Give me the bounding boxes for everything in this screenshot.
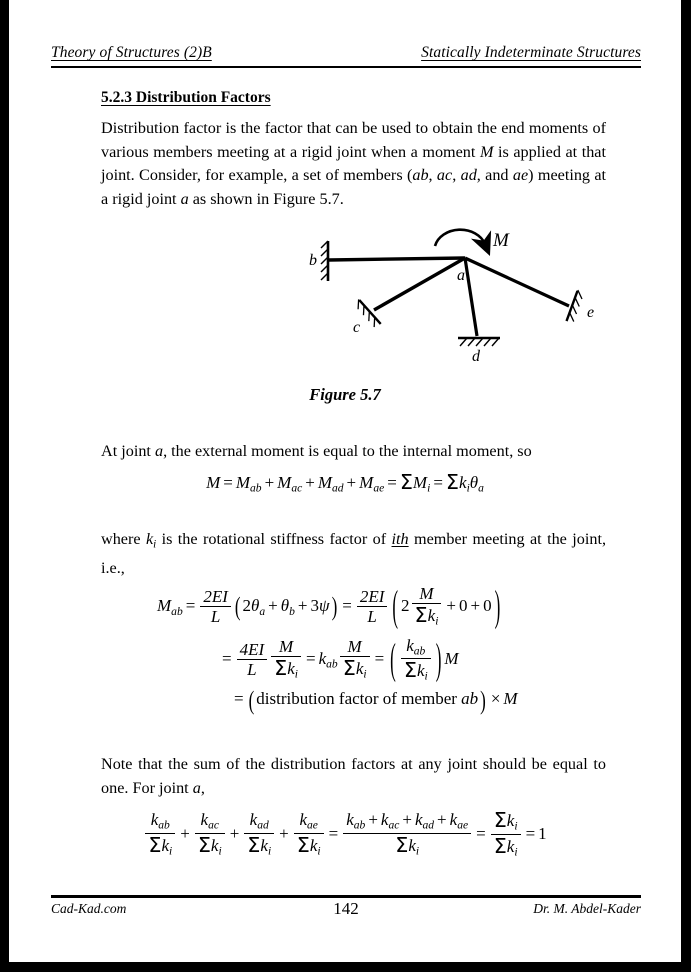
eq1-sigma-2: Σ <box>445 470 460 494</box>
eq3-k-1: k <box>161 835 169 855</box>
eq3-num-kae <box>294 810 324 834</box>
eq3-k-ad: k <box>249 810 258 830</box>
p4-seg-b: , <box>200 778 205 797</box>
p1-seg-d: , <box>452 166 461 184</box>
p1-seg-g: as shown in Figure 5.7. <box>188 189 344 208</box>
eq1-eq-1: = <box>223 472 233 492</box>
eq1-eq-2: = <box>387 472 397 492</box>
eq2-frac-2EI-L-b <box>357 587 388 626</box>
eq2-paren-close-4: ) <box>480 685 486 715</box>
fixed-support-e-icon <box>567 290 585 323</box>
eq3-sigma-3: Σ <box>247 832 261 857</box>
eq2-plus-4: + <box>470 596 481 616</box>
p1-seg-e: , and <box>476 166 513 184</box>
eq3-num-kad <box>244 810 274 834</box>
figure-5-7-diagram <box>269 228 629 373</box>
figure-label-d: d <box>472 348 480 365</box>
eq2-paren-open-4: ( <box>248 685 255 715</box>
p1-member-ac: ac <box>436 166 453 184</box>
fixed-support-b-icon <box>321 241 328 281</box>
p1-seg-c: , <box>428 166 437 184</box>
eq3-plus-5: + <box>402 810 412 830</box>
eq2-paren-open-1: ( <box>234 591 241 622</box>
equation-moment-sum <box>9 470 681 494</box>
eq3-sub-i-4: i <box>317 844 321 858</box>
eq2-M-final: M <box>444 649 459 669</box>
eq1-sub-i-1: i <box>427 481 431 495</box>
eq3-num-kac <box>195 810 225 834</box>
eq2-eq-2: = <box>342 596 352 616</box>
eq2-sigma-1: Σ <box>414 603 428 628</box>
eq3-eq-3: = <box>525 823 536 843</box>
eq1-Mac: M <box>277 472 292 492</box>
eq1-sigma-1: Σ <box>399 470 413 494</box>
p3-var-k: k <box>145 530 154 548</box>
eq1-theta: θ <box>469 472 479 492</box>
p1-seg-b: is applied at that joint. Consider, for example, a set of members ( <box>101 142 606 184</box>
eq2-paren-open-2: ( <box>392 581 399 630</box>
p2-seg-a: At joint <box>101 442 155 460</box>
eq1-k: k <box>459 472 467 492</box>
p4-joint-a: a <box>192 778 201 797</box>
p3-ith: ith <box>391 530 409 548</box>
eq1-plus-3: + <box>346 472 357 492</box>
page-header <box>51 44 641 62</box>
eq2-sub-i-1: i <box>435 614 439 628</box>
eq3-sub-ae-1: ae <box>307 818 318 832</box>
eq3-k-3: k <box>260 835 268 855</box>
eq2-frac-M-sumk-3 <box>340 637 370 681</box>
eq1-sub-ad: ad <box>332 481 344 495</box>
eq2-M: M <box>157 596 172 616</box>
eq2-den-sumk <box>412 604 442 628</box>
eq3-frac-sumk-sumk <box>491 809 521 859</box>
eq2-k-2: k <box>287 659 295 679</box>
eq2-num-M-3: M <box>340 637 370 657</box>
eq2-frac-M-sumk <box>412 584 442 628</box>
eq1-Mae: M <box>359 472 374 492</box>
eq3-frac-kad <box>244 810 274 858</box>
eq3-sigma-7: Σ <box>493 833 507 858</box>
eq1-Mi: M <box>412 472 428 492</box>
eq2-num-kab <box>401 636 431 660</box>
eq3-sub-i-3: i <box>267 844 272 858</box>
eq2-sub-i-2: i <box>294 667 299 681</box>
eq1-sub-a: a <box>478 481 484 495</box>
eq3-den-6 <box>491 835 521 859</box>
eq2-eq-6: = <box>234 689 244 709</box>
eq3-sub-ad-1: ad <box>257 818 269 832</box>
eq3-k-ad-2: k <box>414 810 423 830</box>
eq3-plus-4: + <box>368 810 378 830</box>
eq3-sub-i-5: i <box>415 844 420 858</box>
footer-author: Dr. M. Abdel-Kader <box>533 901 641 916</box>
eq3-k-ab: k <box>150 810 159 830</box>
p1-seg-a: Distribution factor is the factor that can be used to obtain the end moments of various members meeting at a rigid joint when a moment <box>101 119 606 161</box>
figure-label-b: b <box>309 252 317 269</box>
eq2-sub-b: b <box>289 604 295 618</box>
eq2-sub-ab: ab <box>171 604 183 618</box>
eq2-sub-i-4: i <box>424 669 428 683</box>
figure-caption: Figure 5.7 <box>309 385 381 404</box>
p3-sub-i: i <box>153 538 157 551</box>
eq2-theta-a: θ <box>251 596 260 616</box>
eq3-frac-combined <box>343 810 471 858</box>
equation-Mab-derivation <box>9 581 681 715</box>
eq3-sigma-1: Σ <box>148 832 162 857</box>
eq3-sigma-2: Σ <box>197 832 211 857</box>
eq3-sub-ad-2: ad <box>422 818 435 832</box>
eq1-Mab: M <box>235 472 251 492</box>
eq2-k-4: k <box>416 660 425 680</box>
eq3-num-combined <box>343 810 471 834</box>
eq3-sub-i-1: i <box>169 844 173 858</box>
footer-site: Cad-Kad.com <box>51 901 127 916</box>
eq2-k-1: k <box>427 605 436 625</box>
moment-arrow-icon <box>435 230 485 246</box>
eq3-sub-ab-2: ab <box>353 818 366 832</box>
eq3-sub-i-6: i <box>514 819 518 833</box>
eq3-frac-kac <box>195 810 225 858</box>
eq2-frac-kab-sumk <box>401 636 431 684</box>
eq3-den-2 <box>195 834 225 858</box>
eq3-sub-ab-1: ab <box>158 818 170 832</box>
figure-label-a: a <box>457 267 465 284</box>
eq1-plus-1: + <box>264 472 275 492</box>
eq3-plus-3: + <box>279 823 289 843</box>
eq2-coef-2a: 2 <box>242 596 252 616</box>
member-ae-line <box>465 258 569 306</box>
eq2-theta-b: θ <box>280 596 290 616</box>
equation-Mab-line2 <box>9 636 681 684</box>
p1-var-M: M <box>479 142 494 161</box>
eq2-sub-ab-3: ab <box>413 644 426 658</box>
eq2-den-L: L <box>210 606 221 626</box>
equation-distribution-sum <box>9 810 681 860</box>
eq2-kab-1: k <box>318 649 327 669</box>
p1-member-ae: ae <box>512 166 529 184</box>
paragraph-intro <box>101 117 606 211</box>
eq1-sub-ab: ab <box>250 481 262 495</box>
eq2-plus-2: + <box>297 596 308 616</box>
eq2-num-4EI: 4EI <box>237 640 268 660</box>
eq3-den-5 <box>343 834 471 858</box>
header-right-title: Statically Indeterminate Structures <box>421 44 641 61</box>
eq2-frac-M-sumk-2 <box>271 637 301 681</box>
eq2-df-text: distribution factor of member <box>256 689 462 709</box>
eq3-sub-ac-2: ac <box>388 818 400 832</box>
p1-seg-f: ) meeting at a rigid joint <box>101 166 607 208</box>
eq2-sub-ab-2: ab <box>326 658 338 672</box>
eq2-zero-1: 0 <box>459 596 468 616</box>
equation-Mab-line1 <box>9 581 681 630</box>
eq2-paren-close-1: ) <box>331 591 338 622</box>
eq2-den-sumk-4 <box>401 659 431 683</box>
eq2-num-2EI-b: 2EI <box>357 587 388 607</box>
eq2-zero-2: 0 <box>483 596 492 616</box>
eq3-k-ae: k <box>299 810 307 830</box>
paragraph-sum-note <box>101 753 606 800</box>
figure-label-M: M <box>493 230 509 251</box>
eq2-eq-4: = <box>306 649 316 669</box>
eq3-plus-6: + <box>437 810 447 830</box>
figure-label-e: e <box>587 304 595 321</box>
eq3-k-2: k <box>210 835 219 855</box>
p3-seg-b: is the rotational stiffness factor of <box>156 530 392 548</box>
member-ad-line <box>465 258 477 336</box>
equation-Mab-line3 <box>9 685 681 715</box>
eq3-k-ae-2: k <box>449 810 458 830</box>
footer-divider <box>51 895 641 898</box>
eq3-den-3 <box>244 834 274 858</box>
eq2-sigma-2: Σ <box>274 656 288 681</box>
eq2-den-sumk-2 <box>271 657 301 681</box>
eq3-sigma-4: Σ <box>296 832 310 857</box>
eq2-psi: ψ <box>319 596 330 616</box>
page-border-left <box>0 0 9 972</box>
eq3-num-sumk <box>491 809 521 834</box>
p4-seg-a: Note that the sum of the distribution factors at any joint should be equal to one. For joint <box>101 755 606 797</box>
eq2-num-2EI: 2EI <box>200 587 231 607</box>
eq2-eq-1: = <box>185 596 196 616</box>
eq2-paren-open-3: ( <box>390 634 396 684</box>
page-border-bottom <box>0 962 691 972</box>
eq3-sigma-5: Σ <box>395 832 409 857</box>
eq2-sigma-4: Σ <box>403 658 417 683</box>
eq2-coef-3: 3 <box>310 596 319 616</box>
eq1-sub-ac: ac <box>291 481 303 495</box>
eq2-k-3: k <box>355 659 364 679</box>
eq2-frac-2EI-L <box>200 587 231 626</box>
eq2-den-sumk-3 <box>340 657 370 681</box>
eq3-k-ac: k <box>200 810 209 830</box>
paragraph-stiffness-definition <box>101 528 606 581</box>
eq3-den-4 <box>294 834 324 858</box>
frame-diagram-svg <box>269 228 629 373</box>
eq2-sub-i-3: i <box>363 667 367 681</box>
eq3-plus-2: + <box>229 823 240 843</box>
eq3-plus-1: + <box>180 823 190 843</box>
eq2-times: × <box>490 689 501 709</box>
eq2-paren-close-3: ) <box>435 634 442 684</box>
eq2-kab-2: k <box>406 635 414 655</box>
eq3-eq-2: = <box>476 823 486 843</box>
eq2-frac-4EI-L <box>237 640 268 679</box>
eq2-den-L-b: L <box>367 606 377 626</box>
eq2-eq-3: = <box>222 649 232 669</box>
header-left-title: Theory of Structures (2)B <box>51 44 212 61</box>
eq3-result-one: 1 <box>538 823 547 843</box>
eq1-sub-ae: ae <box>373 481 385 495</box>
eq3-sub-i-2: i <box>218 844 222 858</box>
eq1-plus-2: + <box>305 472 315 492</box>
p1-member-ab: ab <box>412 166 429 184</box>
eq3-sub-ac-1: ac <box>208 818 219 832</box>
eq3-frac-kab <box>145 810 175 858</box>
member-ab-line <box>329 258 465 260</box>
eq3-sigma-6: Σ <box>493 808 507 833</box>
eq3-num-kab <box>145 810 175 834</box>
p1-joint-a: a <box>180 189 189 208</box>
p3-seg-a: where <box>101 530 146 548</box>
eq3-frac-kae <box>294 810 324 858</box>
eq2-num-M: M <box>412 584 442 604</box>
eq2-eq-5: = <box>374 649 385 669</box>
eq3-eq-1: = <box>328 823 339 843</box>
p2-seg-b: , the external moment is equal to the internal moment, so <box>163 442 532 460</box>
eq1-Mad: M <box>317 472 332 492</box>
eq2-sub-a: a <box>259 604 266 618</box>
eq2-plus-3: + <box>446 596 457 616</box>
eq3-den-1 <box>145 834 175 858</box>
eq2-paren-close-2: ) <box>494 581 501 630</box>
eq2-plus-1: + <box>268 596 278 616</box>
eq3-sub-ae-2: ae <box>457 818 469 832</box>
eq3-k-7: k <box>506 836 515 856</box>
eq3-k-5: k <box>408 835 416 855</box>
eq1-M-lhs: M <box>206 472 221 492</box>
section-heading: 5.2.3 Distribution Factors <box>101 89 271 106</box>
figure-label-c: c <box>353 319 361 336</box>
p1-member-ad: ad <box>460 166 477 184</box>
footer-page-number: 142 <box>333 899 359 918</box>
eq2-den-L-c: L <box>247 660 257 680</box>
page-border-right <box>681 0 691 972</box>
eq3-k-4: k <box>309 835 318 855</box>
p2-joint-a: a <box>154 442 164 460</box>
eq3-sub-i-7: i <box>514 845 518 858</box>
page-sheet <box>9 0 681 962</box>
paragraph-joint-equilibrium <box>101 440 606 464</box>
eq3-k-ab-2: k <box>346 810 354 830</box>
eq1-sub-i-2: i <box>466 481 470 495</box>
member-ac-line <box>374 258 465 310</box>
eq1-eq-3: = <box>433 472 443 492</box>
eq2-sigma-3: Σ <box>342 656 356 681</box>
eq3-k-6: k <box>506 810 515 830</box>
eq3-k-ac-2: k <box>380 810 389 830</box>
fixed-support-d-icon <box>458 338 500 346</box>
header-divider <box>51 66 641 68</box>
eq2-num-M-2: M <box>271 637 301 657</box>
eq2-M-right: M <box>503 689 518 709</box>
eq2-df-ab: ab <box>461 689 479 709</box>
eq2-coef-2b: 2 <box>401 596 410 616</box>
p3-seg-c: member meeting at the joint, i.e., <box>101 530 606 578</box>
